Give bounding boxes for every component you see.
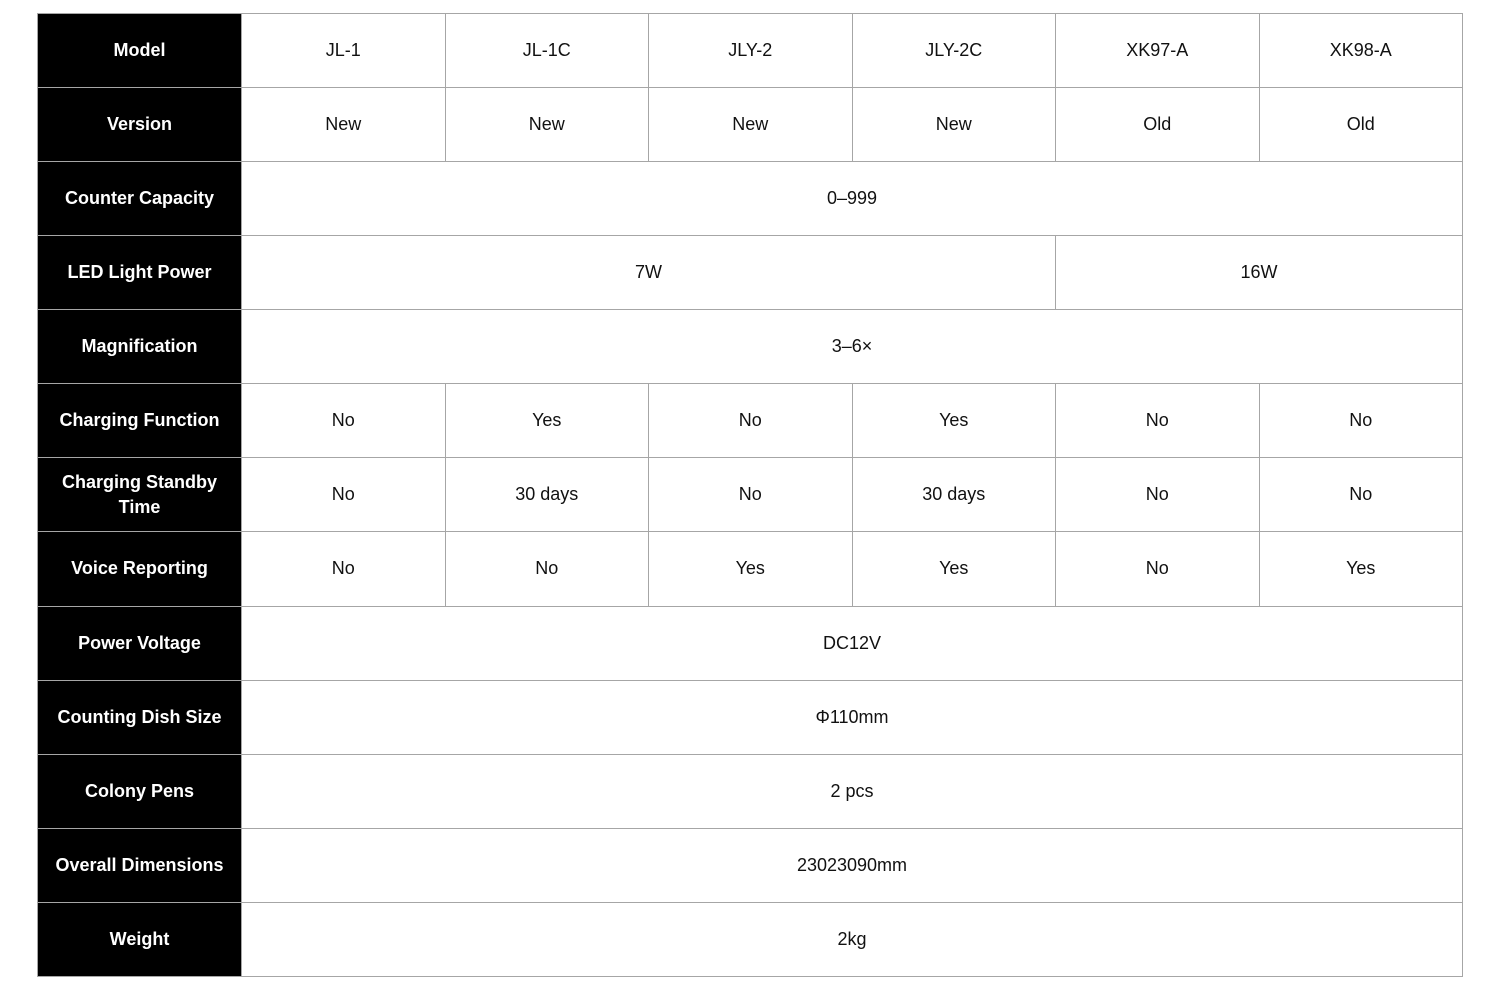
table-row (38, 532, 1463, 606)
table-cell: DC12V (242, 606, 1463, 680)
table-row (38, 680, 1463, 754)
row-label: Colony Pens (38, 754, 242, 828)
table-cell: No (242, 458, 446, 532)
table-row (38, 754, 1463, 828)
row-label: Weight (38, 902, 242, 976)
table-cell: XK97-A (1056, 14, 1260, 88)
table-cell: 2 pcs (242, 754, 1463, 828)
row-label: Magnification (38, 310, 242, 384)
table-cell: New (852, 88, 1056, 162)
table-cell: Φ110mm (242, 680, 1463, 754)
table-cell: No (445, 532, 649, 606)
row-label: Overall Dimensions (38, 828, 242, 902)
table-cell: Yes (445, 384, 649, 458)
table-row (38, 236, 1463, 310)
spec-table-body (38, 14, 1463, 977)
table-cell: No (1056, 458, 1260, 532)
table-row (38, 384, 1463, 458)
table-cell: 2kg (242, 902, 1463, 976)
table-row (38, 14, 1463, 88)
table-row (38, 606, 1463, 680)
table-cell: JLY-2 (649, 14, 853, 88)
row-label: Counter Capacity (38, 162, 242, 236)
row-label: Voice Reporting (38, 532, 242, 606)
table-cell: New (242, 88, 446, 162)
table-row (38, 902, 1463, 976)
table-cell: No (1056, 384, 1260, 458)
table-cell: 16W (1056, 236, 1463, 310)
table-cell: No (1259, 458, 1463, 532)
table-cell: Yes (1259, 532, 1463, 606)
table-cell: XK98-A (1259, 14, 1463, 88)
table-cell: Old (1259, 88, 1463, 162)
table-cell: New (649, 88, 853, 162)
row-label: Model (38, 14, 242, 88)
table-cell: 7W (242, 236, 1056, 310)
table-cell: No (649, 458, 853, 532)
table-cell: Yes (649, 532, 853, 606)
table-cell: JLY-2C (852, 14, 1056, 88)
table-cell: JL-1 (242, 14, 446, 88)
spec-table (37, 13, 1463, 977)
table-cell: 30 days (852, 458, 1056, 532)
table-cell: No (1259, 384, 1463, 458)
row-label: LED Light Power (38, 236, 242, 310)
table-cell: JL-1C (445, 14, 649, 88)
table-cell: Old (1056, 88, 1260, 162)
table-row (38, 310, 1463, 384)
table-cell: New (445, 88, 649, 162)
row-label: Charging Standby Time (38, 458, 242, 532)
table-cell: 30 days (445, 458, 649, 532)
table-row (38, 88, 1463, 162)
table-cell: Yes (852, 384, 1056, 458)
row-label: Counting Dish Size (38, 680, 242, 754)
table-cell: No (242, 532, 446, 606)
table-cell: 3–6× (242, 310, 1463, 384)
row-label: Charging Function (38, 384, 242, 458)
table-cell: 0–999 (242, 162, 1463, 236)
table-row (38, 458, 1463, 532)
row-label: Version (38, 88, 242, 162)
table-row (38, 828, 1463, 902)
table-cell: No (649, 384, 853, 458)
row-label: Power Voltage (38, 606, 242, 680)
table-cell: 23023090mm (242, 828, 1463, 902)
table-row (38, 162, 1463, 236)
table-cell: No (242, 384, 446, 458)
table-cell: Yes (852, 532, 1056, 606)
table-cell: No (1056, 532, 1260, 606)
